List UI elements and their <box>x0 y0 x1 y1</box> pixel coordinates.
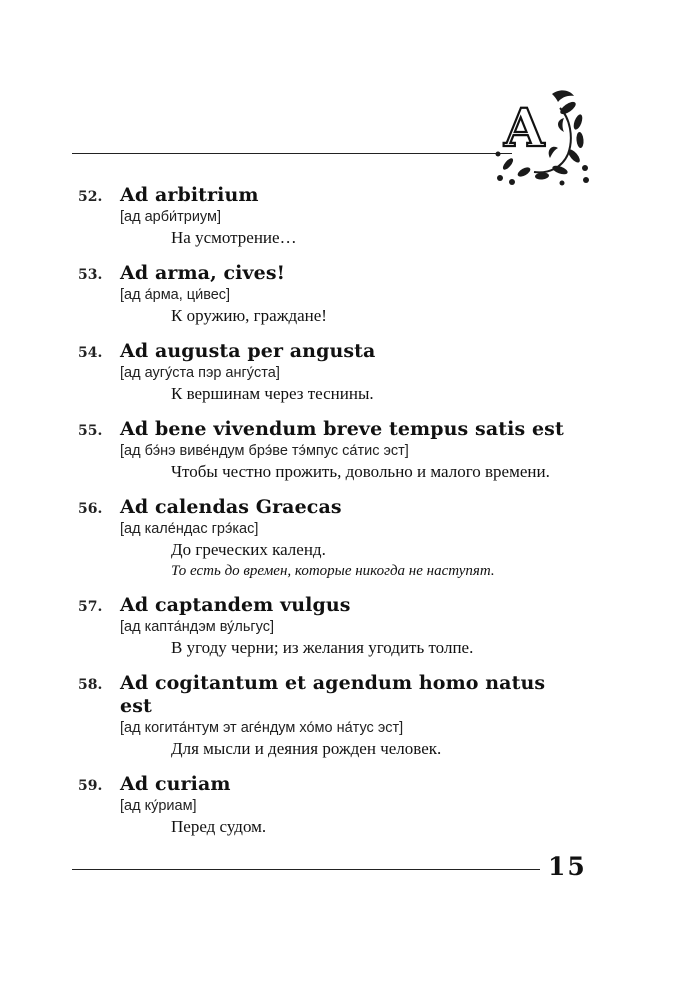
entry-54 <box>78 340 598 405</box>
latin-phrase: Ad augusta per angusta <box>120 340 376 362</box>
translation: К оружию, граждане! <box>171 306 327 325</box>
entry-number: 58. <box>78 677 103 693</box>
translation: Для мысли и деяния рожден человек. <box>171 739 442 758</box>
latin-phrase: Ad curiam <box>120 773 231 795</box>
translation-note: То есть до времен, которые никогда не наступят. <box>171 563 495 579</box>
entry-56 <box>78 496 598 581</box>
entry-number: 52. <box>78 189 103 205</box>
latin-phrase: Ad calendas Graecas <box>120 496 342 518</box>
translation: До греческих календ. <box>171 540 326 559</box>
section-letter: A <box>504 98 545 159</box>
pronunciation: [ад а́рма, ци́вес] <box>120 287 231 303</box>
entry-53 <box>78 262 598 327</box>
latin-phrase: Ad bene vivendum breve tempus satis est <box>120 418 564 440</box>
pronunciation: [ад капта́ндэм ву́льгус] <box>120 619 275 635</box>
header-rule <box>72 153 512 154</box>
entry-number: 59. <box>78 778 103 794</box>
entry-55 <box>78 418 598 483</box>
entry-59 <box>78 773 598 838</box>
latin-phrase: Ad arma, cives! <box>120 262 286 284</box>
entry-57 <box>78 594 598 659</box>
footer-rule <box>72 869 540 870</box>
pronunciation: [ад когита́нтум эт аге́ндум хо́мо на́тус эст] <box>120 720 404 736</box>
entry-number: 53. <box>78 267 103 283</box>
ornamental-initial-letter <box>490 88 590 188</box>
latin-phrase: Ad captandem vulgus <box>120 594 351 616</box>
latin-phrase: Ad cogitantum et agendum homo natus est <box>120 672 546 717</box>
entry-52 <box>78 184 598 249</box>
entry-number: 56. <box>78 501 103 517</box>
pronunciation: [ад бэ́нэ виве́ндум брэ́ве тэ́мпус са́тис эст] <box>120 443 409 459</box>
page-number: 15 <box>548 852 587 881</box>
entry-number: 54. <box>78 345 103 361</box>
entry-number: 57. <box>78 599 103 615</box>
pronunciation: [ад арби́триум] <box>120 209 222 225</box>
pronunciation: [ад ку́риам] <box>120 798 197 814</box>
translation: Чтобы честно прожить, довольно и малого времени. <box>171 462 550 481</box>
dictionary-entries <box>78 184 598 851</box>
latin-phrase: Ad arbitrium <box>120 184 259 206</box>
translation: В угоду черни; из желания угодить толпе. <box>171 638 474 657</box>
pronunciation: [ад аугу́ста пэр ангу́ста] <box>120 365 280 381</box>
translation: На усмотрение… <box>171 228 297 247</box>
translation: Перед судом. <box>171 817 267 836</box>
translation: К вершинам через теснины. <box>171 384 374 403</box>
pronunciation: [ад кале́ндас грэ́кас] <box>120 521 259 537</box>
entry-58 <box>78 672 598 760</box>
entry-number: 55. <box>78 423 103 439</box>
